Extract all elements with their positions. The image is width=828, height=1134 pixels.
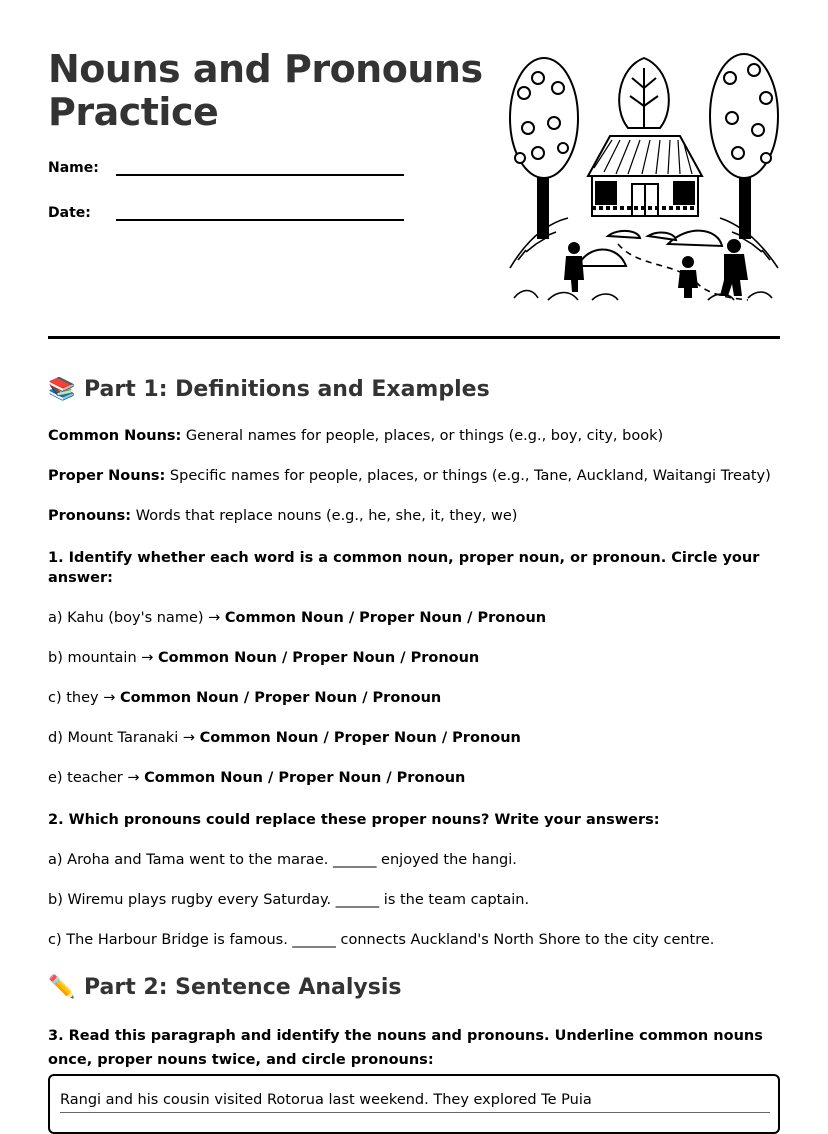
definition-text: General names for people, places, or things (e.g., boy, city, book)	[181, 428, 664, 444]
q1-item	[48, 688, 780, 708]
q1-item-choices[interactable]: Common Noun / Proper Noun / Pronoun	[224, 610, 547, 626]
worksheet-body	[48, 374, 780, 1072]
definition-common-nouns	[48, 426, 780, 446]
question-3: 3. Read this paragraph and identify the nouns and pronouns. Underline common nouns once, proper nouns twice, and circle pronouns:	[48, 1028, 763, 1068]
q1-item-choices[interactable]: Common Noun / Proper Noun / Pronoun	[158, 650, 480, 666]
date-write-line[interactable]	[116, 219, 404, 221]
q1-item-word: b) mountain →	[48, 650, 159, 666]
header-divider	[48, 336, 780, 339]
q1-item-choices[interactable]: Common Noun / Proper Noun / Pronoun	[119, 690, 442, 706]
part2-heading-text: Part 2: Sentence Analysis	[84, 975, 402, 1000]
definition-term: Proper Nouns:	[48, 468, 166, 484]
definition-pronouns	[48, 506, 780, 526]
question-1: 1. Identify whether each word is a common noun, proper noun, or pronoun. Circle your answer:	[48, 550, 760, 586]
paragraph-text[interactable]: Rangi and his cousin visited Rotorua last weekend. They explored Te Puia	[60, 1090, 770, 1113]
q1-item-word: c) they →	[48, 690, 120, 706]
part2-heading	[48, 972, 780, 1004]
q1-item	[48, 608, 780, 628]
q1-item-word: d) Mount Taranaki →	[48, 730, 200, 746]
q1-item-choices[interactable]: Common Noun / Proper Noun / Pronoun	[199, 730, 521, 746]
name-field	[48, 160, 99, 176]
definition-term: Pronouns:	[48, 508, 132, 524]
q1-item-word: e) teacher →	[48, 770, 145, 786]
part1-heading	[48, 374, 780, 406]
q2-item: a) Aroha and Tama went to the marae. ______ enjoyed the hangi.	[48, 852, 517, 868]
definition-proper-nouns	[48, 466, 780, 486]
worksheet-title: Nouns and Pronouns Practice	[48, 47, 483, 134]
pencil-icon: ✏️	[48, 975, 76, 1000]
q1-item-choices[interactable]: Common Noun / Proper Noun / Pronoun	[144, 770, 466, 786]
part1-heading-text: Part 1: Definitions and Examples	[84, 377, 490, 402]
paragraph-box	[48, 1074, 780, 1134]
marae-illustration	[508, 48, 780, 306]
date-field	[48, 205, 91, 221]
q1-item	[48, 648, 780, 668]
date-label: Date:	[48, 205, 91, 221]
question-2: 2. Which pronouns could replace these proper nouns? Write your answers:	[48, 812, 660, 828]
q1-item-word: a) Kahu (boy's name) →	[48, 610, 225, 626]
definition-text: Words that replace nouns (e.g., he, she, it, they, we)	[131, 508, 518, 524]
worksheet-header	[48, 48, 780, 310]
q1-item	[48, 728, 780, 748]
name-write-line[interactable]	[116, 174, 404, 176]
books-icon: 📚	[48, 377, 76, 402]
definition-term: Common Nouns:	[48, 428, 182, 444]
name-label: Name:	[48, 160, 99, 176]
q1-item	[48, 768, 780, 788]
q2-item: b) Wiremu plays rugby every Saturday. ______ is the team captain.	[48, 892, 530, 908]
definition-text: Specific names for people, places, or things (e.g., Tane, Auckland, Waitangi Treaty)	[165, 468, 771, 484]
q2-item: c) The Harbour Bridge is famous. ______ connects Auckland's North Shore to the city centre.	[48, 932, 715, 948]
